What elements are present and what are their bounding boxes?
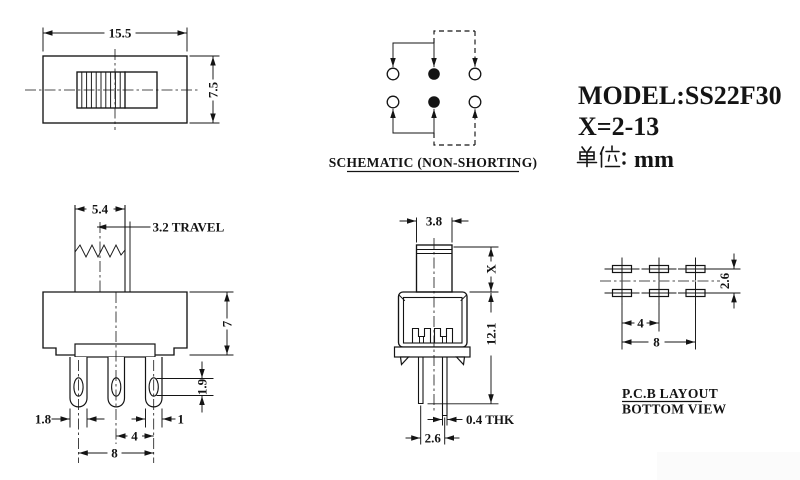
schematic-view — [329, 31, 538, 172]
pcb-layout-view — [600, 254, 740, 417]
dim-pin-thickness: 0.4 THK — [466, 412, 515, 427]
side-pin-left — [419, 357, 424, 404]
title-block — [578, 81, 782, 173]
dim-pcb-row-spacing: 2.6 — [717, 272, 732, 290]
watermark-area — [657, 452, 800, 480]
dim-pcb-pitch: 4 — [637, 315, 644, 331]
contact-open — [469, 68, 481, 80]
pcb-label-line2: BOTTOM VIEW — [622, 401, 727, 417]
front-view — [35, 202, 235, 464]
contact-common — [428, 96, 440, 108]
dim-knob-width: 5.4 — [91, 201, 109, 217]
dim-slot-height: 1.9 — [194, 378, 210, 396]
dim-pcb-span: 8 — [653, 334, 660, 350]
dim-total-height: 12.1 — [483, 322, 499, 346]
dim-stem-height: X — [483, 264, 499, 274]
contact-open — [469, 96, 481, 108]
dim-body-height: 7 — [219, 320, 235, 328]
dim-pin-span: 8 — [111, 445, 118, 461]
dim-left-pin-width: 1.8 — [34, 411, 52, 427]
dim-pin-pitch: 4 — [131, 428, 138, 444]
x-range-text: X=2-13 — [578, 112, 660, 141]
unit-label-cjk — [578, 146, 620, 167]
model-text: MODEL:SS22F30 — [578, 81, 782, 110]
side-pin-right — [443, 357, 448, 416]
side-view — [395, 214, 516, 446]
unit-colon — [622, 152, 625, 164]
schematic-label: SCHEMATIC (NON-SHORTING) — [328, 155, 538, 170]
contact-post-right — [435, 329, 453, 344]
contact-common — [428, 68, 440, 80]
contact-open — [387, 96, 399, 108]
top-view — [25, 26, 221, 131]
dim-side-knob-width: 3.8 — [425, 213, 443, 229]
contact-open — [387, 68, 399, 80]
unit-value-text: mm — [634, 147, 674, 173]
pcb-label-line1: P.C.B LAYOUT — [622, 386, 719, 401]
dim-top-height: 7.5 — [205, 81, 221, 99]
dim-side-pin-spacing: 2.6 — [424, 430, 441, 446]
side-base-plate — [395, 347, 471, 357]
base-plate — [75, 344, 155, 357]
side-body-outline — [399, 292, 468, 347]
contact-post-left — [413, 329, 431, 344]
dim-right-pin-width: 1 — [177, 411, 184, 427]
dim-top-width: 15.5 — [108, 25, 132, 41]
dim-travel: 3.2 TRAVEL — [152, 219, 225, 235]
contact-circles — [387, 68, 481, 108]
mount-foot-left — [401, 357, 409, 365]
mount-foot-right — [457, 357, 465, 365]
